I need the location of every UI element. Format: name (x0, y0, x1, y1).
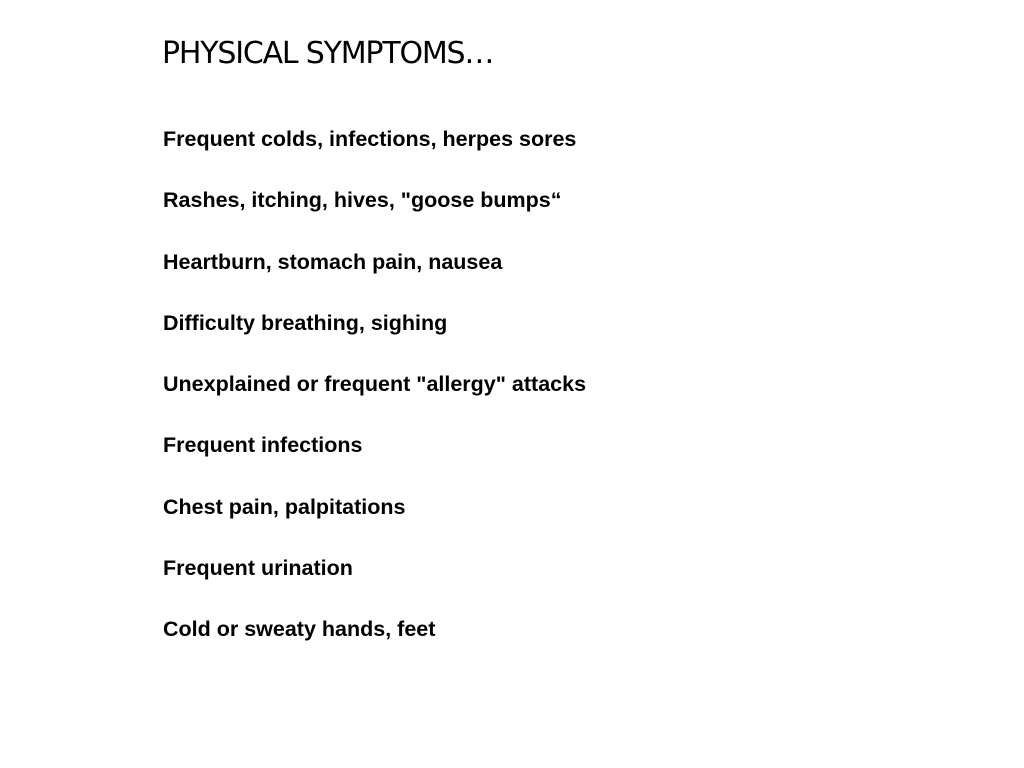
list-item: Frequent infections (163, 433, 363, 458)
list-item: Rashes, itching, hives, "goose bumps“ (163, 188, 562, 213)
slide-title: PHYSICAL SYMPTOMS… (162, 36, 494, 71)
list-item: Frequent urination (163, 556, 353, 581)
list-item: Frequent colds, infections, herpes sores (163, 127, 577, 151)
list-item: Difficulty breathing, sighing (163, 310, 448, 335)
symptom-list (163, 126, 586, 678)
list-item: Cold or sweaty hands, feet (163, 617, 436, 642)
list-item: Chest pain, palpitations (163, 494, 406, 519)
list-item: Heartburn, stomach pain, nausea (163, 249, 503, 274)
list-item: Unexplained or frequent "allergy" attacks (163, 372, 587, 397)
